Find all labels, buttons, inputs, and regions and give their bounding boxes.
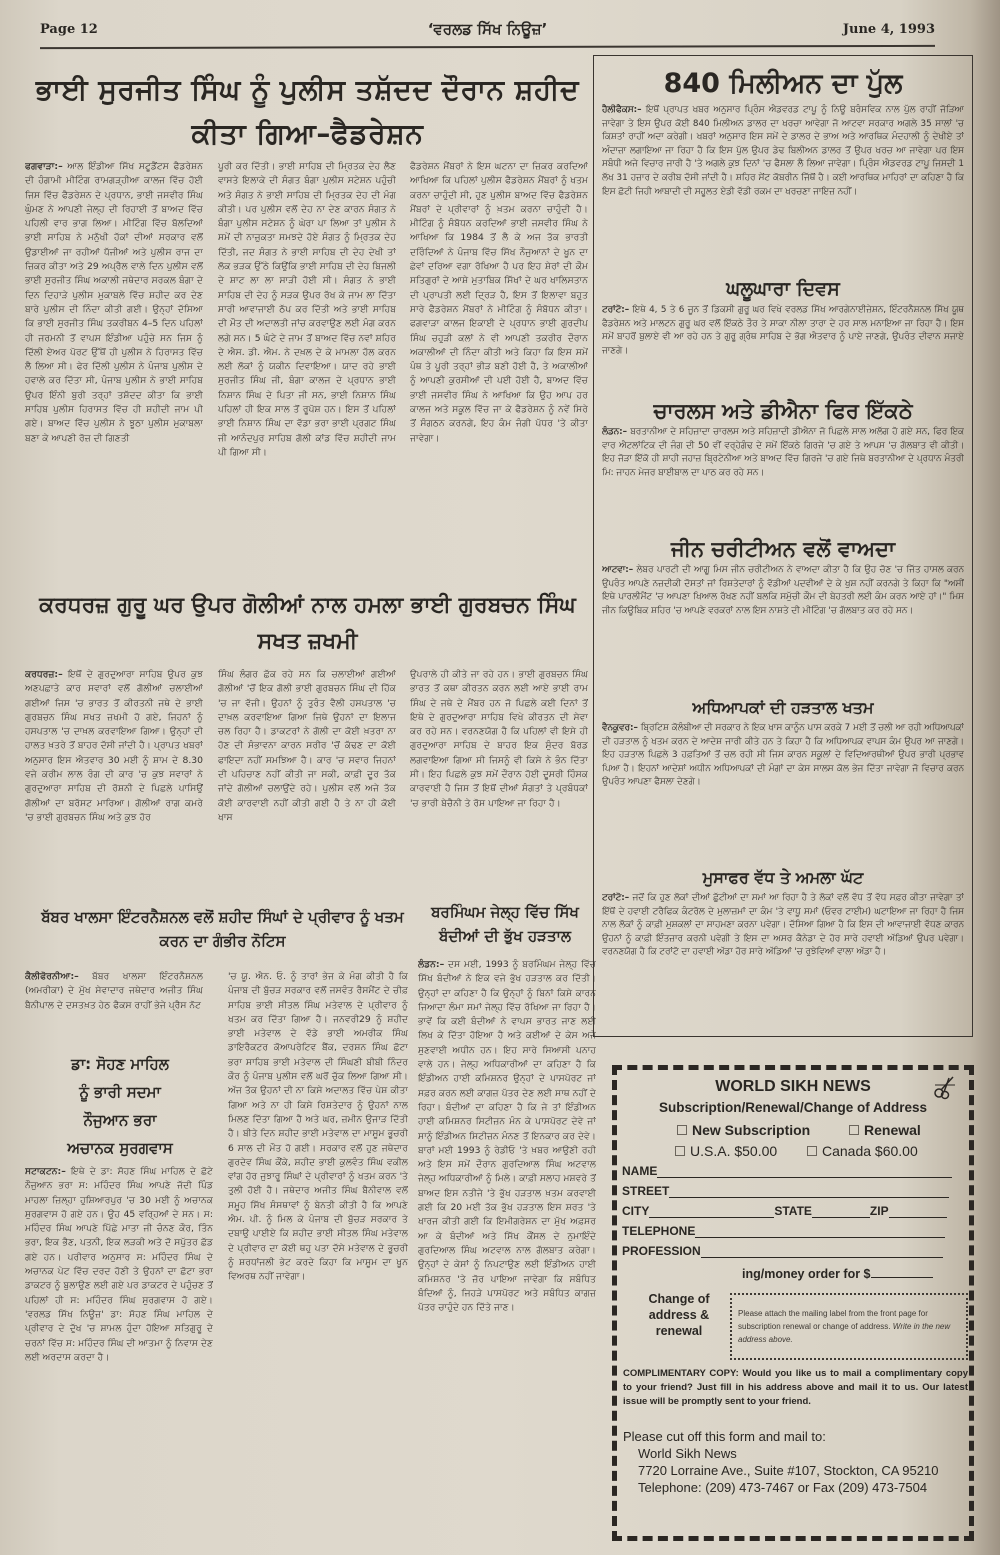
brief-teachers-strike: ਅਧਿਆਪਕਾਂ ਦੀ ਹੜਤਾਲ ਖਤਮ ਵੈਨਕੂਵਰ:– ਬ੍ਰਿਟਿਸ਼ ਕੋਲੰਬੀਆ ਦੀ ਸਰਕਾਰ ਨੇ ਇਕ ਖਾਸ ਕਾਨੂੰਨ ਪਾਸ ਕਰਕੇ 7 ਮਈ ਤੋਂ ਚਲੀ ਆ ਰਹੀ ਅਧਿਆਪਕਾਂ ਦੀ ਹੜਤਾਲ ਨੂੰ ਖਤਮ ਕਰਨ ਦੇ ਆਦੇਸ਼ ਜਾਰੀ ਕੀਤੇ ਹਨ ਤੇ ਕਿਹਾ ਹੈ ਕਿ ਅਧਿਆਪਕ ਵਾਪਸ ਕੰਮ ਉਪਰ ਆ ਜਾਣਗੇ। ਇਹ ਹੜਤਾਲ ਪਿਛਲੇ 3 ਹਫ਼ਤਿਆਂ ਤੋਂ ਚਲ ਰਹੀ ਸੀ ਜਿਸ ਕਾਰਨ ਸਕੂਲਾਂ ਦੇ ਵਿਦਿਆਰਥੀਆਂ ਉਪਰ ਭਾਰੀ ਪ੍ਰਭਾਵ ਪਿਆ ਹੈ। ਇਹਨਾਂ ਆਦੇਸ਼ਾਂ ਅਧੀਨ ਅਧਿਆਪਕਾਂ ਦੀ ਮੰਗਾਂ ਦਾ ਕੇਸ ਸਾਲਸ ਕੋਲ ਭੇਜ ਦਿੱਤਾ ਜਾਵੇਗਾ ਜੋ ਵਿਚਾਰ ਕਰਨ ਉਪਰੰਤ ਆਪਣਾ ਫੈਸਲਾ ਦੇਣਗੇ। [602,698,964,788]
usa-checkbox[interactable] [675,1146,685,1156]
coupon-subtitle: Subscription/Renewal/Change of Address [658,1100,928,1115]
issue-date: June 4, 1993 [842,22,935,37]
new-subscription-option[interactable]: New Subscription [677,1122,810,1138]
main-article-col-1: ਫਗਵਾੜਾ:– ਆਲ ਇੰਡੀਆ ਸਿੱਖ ਸਟੂਡੈਂਟਸ ਫੈਡਰੇਸ਼ਨ ਦੀ ਹੰਗਾਮੀ ਮੀਟਿੰਗ ਰਾਮਗੜ੍ਹੀਆ ਕਾਲਜ ਵਿੱਚ ਹੋਈ ਜਿਸ ਵਿੱਚ ਫੈਡਰੇਸ਼ਨ ਦੇ ਪ੍ਰਧਾਨ, ਭਾਈ ਜਸਵੀਰ ਸਿੰਘ ਘੁੰਮਣ ਨੇ ਆਪਣੀ ਜੇਲ੍ਹ ਦੀ ਰਿਹਾਈ ਤੋਂ ਬਾਅਦ ਵਿੱਚ ਪਹਿਲੀ ਵਾਰ ਭਾਗ ਲਿਆ। ਮੀਟਿੰਗ ਵਿੱਚ ਬੋਲਦਿਆਂ ਭਾਈ ਸਾਹਿਬ ਨੇ ਮਨੁੱਖੀ ਹੱਕਾਂ ਦੀਆਂ ਸਰਕਾਰ ਵਲੋਂ ਉਡਾਈਆਂ ਜਾ ਰਹੀਆਂ ਧੱਜੀਆਂ ਅਤੇ ਪੁਲੀਸ ਰਾਜ ਦਾ ਜ਼ਿਕਰ ਕੀਤਾ ਅਤੇ 29 ਅਪ੍ਰੈਲ ਵਾਲੇ ਦਿਨ ਪੁਲੀਸ ਵਲੋਂ ਭਾਈ ਸੁਰਜੀਤ ਸਿੰਘ ਅਕਾਲੀ ਜਥੇਦਾਰ ਸਰਕਲ ਬੰਗਾ ਦੇ ਦਿਨ ਦਿਹਾੜੇ ਪੁਲੀਸ ਮੁਕਾਬਲੇ ਵਿੱਚ ਸ਼ਹੀਦ ਕਰ ਦੇਣ ਬਾਰੇ ਪੁਲੀਸ ਦੀ ਨਿੰਦਾ ਕੀਤੀ ਗਈ। ਉਨ੍ਹਾਂ ਦੱਸਿਆ ਕਿ ਭਾਈ ਸੁਰਜੀਤ ਸਿੰਘ ਤਕਰੀਬਨ 4–5 ਦਿਨ ਪਹਿਲਾਂ ਹੀ ਜਰਮਨੀ ਤੋਂ ਵਾਪਸ ਇੰਡੀਆ ਪਹੁੰਚੇ ਸਨ ਜਿਸ ਨੂੰ ਦਿੱਲੀ ਏਅਰ ਪੋਰਟ ਉੱਥੋਂ ਹੀ ਪੁਲੀਸ ਨੇ ਹਿਰਾਸਤ ਵਿੱਚ ਲੈ ਲਿਆ ਸੀ। ਫੇਰ ਦਿੱਲੀ ਪੁਲੀਸ ਨੇ ਪੰਜਾਬ ਪੁਲੀਸ ਦੇ ਹਵਾਲੇ ਕਰ ਦਿੱਤਾ ਸੀ, ਪੰਜਾਬ ਪੁਲੀਸ ਨੇ ਭਾਈ ਸਾਹਿਬ ਉਪਰ ਇੰਨੀ ਬੁਰੀ ਤਰ੍ਹਾਂ ਤਸ਼ੱਦਦ ਕੀਤਾ ਕਿ ਭਾਈ ਸਾਹਿਬ ਪੁਲੀਸ ਹਿਰਾਸਤ ਵਿੱਚ ਹੀ ਸ਼ਹੀਦੀ ਜਾਮ ਪੀ ਗਏ। ਬਾਅਦ ਵਿੱਚ ਪੁਲੀਸ ਨੇ ਝੂਠਾ ਪੁਲੀਸ ਮੁਕਾਬਲਾ ਬਣਾ ਕੇ ਆਪਣੀ ਰੋਜ਼ ਦੀ ਗਿਣਤੀ [25,161,203,444]
profession-field[interactable]: PROFESSION [622,1244,943,1258]
canada-checkbox[interactable] [807,1146,817,1156]
canada-price-option[interactable]: Canada $60.00 [807,1143,918,1159]
main-article-col-3: ਫੈਡਰੇਸ਼ਨ ਮੈਂਬਰਾਂ ਨੇ ਇਸ ਘਟਨਾ ਦਾ ਜ਼ਿਕਰ ਕਰਦਿਆਂ ਆਖਿਆ ਕਿ ਪਹਿਲਾਂ ਪੁਲੀਸ ਫੈਡਰੇਸ਼ਨ ਮੈਂਬਰਾਂ ਨੂੰ ਖਤਮ ਕਰਨਾ ਚਾਹੁੰਦੀ ਸੀ, ਹੁਣ ਪੁਲੀਸ ਬਾਅਦ ਵਿੱਚ ਫੈਡਰੇਸ਼ਨ ਮੈਂਬਰਾਂ ਦੇ ਪ੍ਰੀਵਾਰਾਂ ਨੂੰ ਖ਼ਤਮ ਕਰਨਾ ਚਾਹੁੰਦੀ ਹੈ। ਮੀਟਿੰਗ ਨੂੰ ਸੰਬੋਧਨ ਕਰਦਿਆਂ ਭਾਈ ਜਸਵੀਰ ਸਿੰਘ ਨੇ ਆਖਿਆ ਕਿ 1984 ਤੋਂ ਲੈ ਕੇ ਅਜ ਤੱਕ ਭਾਰਤੀ ਦਰਿੰਦਿਆਂ ਨੇ ਪੰਜਾਬ ਵਿੱਚ ਸਿੱਖ ਨੌਜੁਆਨਾਂ ਦੇ ਖੂਨ ਦਾ ਛੇਵਾਂ ਦਰਿਆ ਵਗਾ ਰੱਖਿਆ ਹੈ ਪਰ ਇਹ ਸ਼ੇਰਾਂ ਦੀ ਕੌਮ ਸਤਿਗੁਰਾਂ ਦੇ ਆਸ਼ੇ ਮੁਤਾਬਿਕ ਸਿੱਖਾਂ ਦੇ ਘਰ ਖਾਲਿਸਤਾਨ ਦੀ ਪ੍ਰਾਪਤੀ ਲਈ ਦ੍ਰਿੜ ਹੈ, ਇਸ ਤੋਂ ਇਲਾਵਾ ਬਹੁਤ ਸਾਰੇ ਫੈਡਰੇਸ਼ਨ ਮੈਂਬਰਾਂ ਨੇ ਮੀਟਿੰਗ ਨੂੰ ਸੰਬੋਧਨ ਕੀਤਾ। ਫਗਵਾੜਾ ਕਾਲਜ ਇਕਾਈ ਦੇ ਪ੍ਰਧਾਨ ਭਾਈ ਗੁਰਦੀਪ ਸਿੰਘ ਚਹੁੜੀ ਕਲਾਂ ਨੇ ਵੀ ਆਪਣੀ ਤਕਰੀਰ ਦੌਰਾਨ ਅਕਾਲੀਆਂ ਦੀ ਨਿੰਦਾ ਕੀਤੀ ਅਤੇ ਕਿਹਾ ਕਿ ਇਸ ਸਮੇਂ ਪੰਥ ਤੇ ਪੂਰੀ ਤਰ੍ਹਾਂ ਭੀੜ ਬਣੀ ਹੋਈ ਹੈ, ਤੇ ਅਕਾਲੀਆਂ ਨੂੰ ਆਪਣੀ ਕੁਰਸੀਆਂ ਦੀ ਪਈ ਹੋਈ ਹੈ, ਬਾਅਦ ਵਿੱਚ ਭਾਈ ਜਸਵੀਰ ਸਿੰਘ ਨੇ ਆਖਿਆ ਕਿ ਉਹ ਆਪ ਹਰ ਕਾਲਜ ਅਤੇ ਸਕੂਲ ਵਿੱਚ ਜਾ ਕੇ ਫੈਡਰੇਸ਼ਨ ਨੂੰ ਨਵੇਂ ਸਿਰੇ ਤੋਂ ਸੰਗਠਨ ਕਰਨਗੇ, ਇਹ ਕੰਮ ਜੰਗੀ ਪੱਧਰ 'ਤੇ ਕੀਤਾ ਜਾਵੇਗਾ। [410,161,588,444]
newspaper-name: ‘ਵਰਲਡ ਸਿੱਖ ਨਿਊਜ਼’ [427,20,548,38]
babbar-col-2: 'ਚ ਯੂ. ਐਨ. ਓ. ਨੂੰ ਤਾਰਾਂ ਭੇਜ ਕੇ ਮੰਗ ਕੀਤੀ ਹੈ ਕਿ ਪੰਜਾਬ ਦੀ ਬੁੱਚੜ ਸਰਕਾਰ ਵਲੋਂ ਜਸਵੰਤ ਰੈਸਮੈਂਟ ਦੇ ਚੀਫ਼ ਸਾਹਿਬ ਭਾਈ ਸੀਤਲ ਸਿੰਘ ਮਤੇਵਾਲ ਦੇ ਪ੍ਰੀਵਾਰ ਨੂੰ ਖਤਮ ਕਰ ਦਿੱਤਾ ਗਿਆ ਹੈ। ਜਨਵਰੀ29 ਨੂੰ ਸ਼ਹੀਦ ਭਾਈ ਮਤੇਵਾਲ ਦੇ ਵੱਡੇ ਭਾਈ ਅਮਰੀਕ ਸਿੰਘ ਡਾਇਰੈਕਟਰ ਕੋਆਪਰੇਟਿਵ ਬੈਂਕ, ਦਰਸ਼ਨ ਸਿੰਘ ਛੋਟਾ ਭਰਾ ਸਾਹਿਬ ਭਾਈ ਮਤੇਵਾਲ ਦੀ ਸਿੰਘਣੀ ਬੀਬੀ ਨਿੰਦਰ ਕੌਰ ਨੂੰ ਪੰਜਾਬ ਪੁਲੀਸ ਵਲੋਂ ਘਰੋਂ ਚੁੱਕ ਲਿਆ ਗਿਆ ਸੀ। ਅੱਜ ਤੱਕ ਉਹਨਾਂ ਦੀ ਨਾ ਕਿਸੇ ਅਦਾਲਤ ਵਿੱਚ ਪੇਸ਼ ਕੀਤਾ ਗਿਆ ਅਤੇ ਨਾ ਹੀ ਕਿਸੇ ਰਿਸ਼ਤੇਦਾਰ ਨੂੰ ਉਹਨਾਂ ਨਾਲ ਮਿਲਣ ਦਿੱਤਾ ਗਿਆ ਹੈ ਅਤੇ ਘਰ, ਜ਼ਮੀਨ ਉਜਾੜ ਦਿੱਤੀ ਹੈ। ਬੀਤੇ ਦਿਨ ਸ਼ਹੀਦ ਭਾਈ ਮਤੇਵਾਲ ਦਾ ਮਾਸੂਮ ਭੂਚਰੀ 6 ਸਾਲ ਦੀ ਮੌਤ ਹੋ ਗਈ। ਸਰਕਾਰ ਵਲੋਂ ਹੁਣ ਜਥੇਦਾਰ ਗੁਰਦੇਵ ਸਿੰਘ ਕੌਂਕੇ, ਸ਼ਹੀਦ ਭਾਈ ਕੁਲਵੰਤ ਸਿੰਘ ਵਕੀਲ ਵਾਂਗ ਹੋਰ ਜੁਝਾਰੂ ਸਿੰਘਾਂ ਦੇ ਪ੍ਰੀਵਾਰਾਂ ਨੂੰ ਖਤਮ ਕਰਨ 'ਤੇ ਤੁਲੀ ਹੋਈ ਹੈ। ਜਥੇਦਾਰ ਅਜੀਤ ਸਿੰਘ ਬੈਨੀਵਾਲ ਵਲੋਂ ਸਮੂਹ ਸਿੱਖ ਸੰਸਥਾਵਾਂ ਨੂੰ ਬੇਨਤੀ ਕੀਤੀ ਹੈ ਕਿ ਆਪਣੇ ਐਮ. ਪੀ. ਨੂੰ ਮਿਲ ਕੇ ਪੰਜਾਬ ਦੀ ਬੁੱਚੜ ਸਰਕਾਰ ਤੇ ਦਬਾਉ ਪਾਈਏ ਕਿ ਸ਼ਹੀਦ ਭਾਈ ਸੀਤਲ ਸਿੰਘ ਮਤੇਵਾਲ ਦੇ ਪ੍ਰੀਵਾਰ ਦਾ ਕੋਈ ਥਹੁ ਪਤਾ ਦੱਸੇ ਮਤੇਵਾਲ ਦੇ ਭੂਚਰੀ ਨੂੰ ਸ਼ਰਧਾਂਜਲੀ ਭੇਟ ਕਰਦੇ ਕਿਹਾ ਕਿ ਮਾਸੂਮ ਦਾ ਖੂਨ ਵਿਅਰਥ ਨਹੀਂ ਜਾਵੇਗਾ। [228,971,408,1283]
brief-air-traffic: ਮੁਸਾਫਰ ਵੱਧ ਤੇ ਅਮਲਾ ਘੱਟ ਟਰਾਂਟੋ:– ਜਦੋਂ ਕਿ ਹੁਣ ਲੋਕਾਂ ਦੀਆਂ ਛੁੱਟੀਆਂ ਦਾ ਸਮਾਂ ਆ ਰਿਹਾ ਹੈ ਤੇ ਲੋਕਾਂ ਵਲੋਂ ਵੱਧ ਤੋਂ ਵੱਧ ਸਫ਼ਰ ਕੀਤਾ ਜਾਵੇਗਾ ਤਾਂ ਇੱਥੋਂ ਦੇ ਹਵਾਈ ਟਰੈਫਿਕ ਕੰਟਰੋਲ ਦੇ ਮੁਲਾਜ਼ਮਾਂ ਦਾ ਕੰਮ 'ਤੇ ਵਾਧੂ ਸਮਾਂ (ਓਵਰ ਟਾਈਮ) ਘਟਾਇਆ ਜਾ ਰਿਹਾ ਹੈ ਜਿਸ ਨਾਲ ਲੋਕਾਂ ਨੂੰ ਕਾਫ਼ੀ ਮੁਸ਼ਕਲਾਂ ਦਾ ਸਾਹਮਣਾ ਕਰਨਾ ਪਵੇਗਾ। ਦੱਸਿਆ ਗਿਆ ਹੈ ਕਿ ਇਸ ਦੀ ਆਵਾਜਾਈ ਵੱਧਣ ਕਾਰਨ ਉਹਨਾਂ ਨੂੰ ਕਾਫ਼ੀ ਇੰਤਜ਼ਾਰ ਕਰਨੀ ਪਵੇਗੀ ਤੇ ਇਸ ਦਾ ਅਸਰ ਕੈਨੇਡਾ ਦੇ ਹੋਰ ਸਾਰੇ ਹਵਾਈ ਅੱਡਿਆਂ ਉਪਰ ਪਵੇਗਾ। ਵਰਨਣਯੋਗ ਹੈ ਕਿ ਟਰਾਂਟੋ ਦਾ ਹਵਾਈ ਅੱਡਾ ਹੋਰ ਸਾਰੇ ਅੱਡਿਆਂ 'ਚ ਰੁਝੇਵਿਆਂ ਵਾਲਾ ਅੱਡਾ ਹੈ। [602,868,964,958]
news-briefs-box [593,55,973,1037]
birmingham-body: ਲੰਡਨ:– ਦਸ ਮਈ, 1993 ਨੂੰ ਬਰਮਿੰਘਮ ਜੇਲ੍ਹ ਵਿੱਚ ਸਿੱਖ ਬੰਦੀਆਂ ਨੇ ਇਕ ਵਜੇ ਭੁੱਖ ਹੜਤਾਲ ਕਰ ਦਿੱਤੀ। ਉਨ੍ਹਾਂ ਦਾ ਕਹਿਣਾ ਹੈ ਕਿ ਉਨ੍ਹਾਂ ਨੂੰ ਬਿਨਾਂ ਕਿਸੇ ਕਾਰਨ ਜਿਆਦਾ ਲੰਮਾ ਸਮਾਂ ਜੇਲ੍ਹ ਵਿੱਚ ਰੱਖਿਆ ਜਾ ਰਿਹਾ ਹੈ। ਭਾਵੇਂ ਕਿ ਕਈ ਬੰਦੀਆਂ ਨੇ ਵਾਪਸ ਭਾਰਤ ਜਾਣ ਲਈ ਲਿਖ ਕੇ ਦਿੱਤਾ ਹੋਇਆ ਹੈ ਅਤੇ ਕਈਆਂ ਦੇ ਕੇਸ ਅਜੇ ਸੁਣਵਾਈ ਅਧੀਨ ਹਨ। ਇਹ ਸਾਰੇ ਸਿਆਸੀ ਪਨਾਹ ਵਾਲੇ ਹਨ। ਜੇਲ੍ਹ ਅਧਿਕਾਰੀਆਂ ਦਾ ਕਹਿਣਾ ਹੈ ਕਿ ਇੰਡੀਅਨ ਹਾਈ ਕਮਿਸ਼ਨਰ ਉਨ੍ਹਾਂ ਦੇ ਪਾਸਪੋਰਟ ਜਾਂ ਸਫ਼ਰ ਕਰਨ ਲਈ ਕਾਗਜ਼ ਪੱਤਰ ਦੇਣ ਲਈ ਸਾਥ ਨਹੀਂ ਦੇ ਰਿਹਾ। ਬੰਦੀਆਂ ਦਾ ਕਹਿਣਾ ਹੈ ਕਿ ਜੇ ਤਾਂ ਇੰਡੀਅਨ ਹਾਈ ਕਮਿਸ਼ਨਰ ਸਿਟੀਜ਼ਨ ਮੰਨ ਕੇ ਪਾਸਪੋਰਟ ਦੇਵੇ ਜਾਂ ਸਾਨੂੰ ਇੰਡੀਅਨ ਸਿਟੀਜ਼ਨ ਮੰਨਣ ਤੋਂ ਇਨਕਾਰ ਕਰ ਦੇਵੇ। ਬਾਰਾਂ ਮਈ 1993 ਨੂੰ ਰੇਡੀਓ 'ਤੇ ਖ਼ਬਰ ਆਉਣੀ ਰਹੀ ਅਤੇ ਇਸ ਸਮੇਂ ਦੌਰਾਨ ਗੁਰਦਿਆਲ ਸਿੰਘ ਅਟਵਾਲ ਜੇਲ੍ਹ ਅਧਿਕਾਰੀਆਂ ਨੂੰ ਮਿਲੇ। ਕਾਫ਼ੀ ਸਲਾਹ ਮਸ਼ਵਰੇ ਤੋਂ ਬਾਅਦ ਇਸ ਨਤੀਜੇ 'ਤੇ ਭੁੱਖ ਹੜਤਾਲ ਖ਼ਤਮ ਕਰਵਾਈ ਗਈ ਕਿ 20 ਮਈ ਤੱਕ ਭੁੱਖ ਹੜਤਾਲ ਇਸ ਸ਼ਰਤ 'ਤੇ ਖਾਰਜ ਕੀਤੀ ਗਈ ਕਿ ਇਮੀਗਰੇਸ਼ਨ ਦਾ ਮੁੱਖ ਅਫ਼ਸਰ ਆ ਕੇ ਬੰਦੀਆਂ ਅਤੇ ਸਿੱਖ ਕੌਂਸਲ ਦੇ ਨੁਮਾਇੰਦੇ ਗੁਰਦਿਆਲ ਸਿੰਘ ਅਟਵਾਲ ਨਾਲ ਗੱਲਬਾਤ ਕਰੇਗਾ। ਉਨ੍ਹਾਂ ਦੇ ਕੇਸਾਂ ਨੂੰ ਨਿਪਟਾਉਣ ਲਈ ਇੰਡੀਅਨ ਹਾਈ ਕਮਿਸ਼ਨਰ 'ਤੇ ਜ਼ੋਰ ਪਾਇਆ ਜਾਵੇਗਾ ਕਿ ਸਬੰਧਿਤ ਬੰਦਿਆਂ ਨੂੰ, ਜਿਹੜੇ ਪਾਸਪੋਰਟ ਅਤੇ ਸਬੰਧਿਤ ਕਾਗਜ਼ ਪੱਤਰ ਚਾਹੁੰਦੇ ਹਨ ਦਿੱਤੇ ਜਾਣ। [418,959,596,1314]
coupon-title: WORLD SIKH NEWS [715,1078,871,1095]
dateline: ਫਗਵਾੜਾ:– [25,161,63,172]
subscription-coupon [612,1065,974,1541]
mailing-instructions: Please cut off this form and mail to: World Sikh News 7720 Lorraine Ave., Suite #107, Stockton, CA 95210 Telephone: (209) 473-7467 or Fax (209) 473-7504 [623,1429,939,1495]
telephone-field[interactable]: TELEPHONE [622,1224,945,1238]
change-of-address-label: Change of address & renewal [648,1292,710,1338]
brief-jean-chretien: ਜੀਨ ਚਰੀਟੀਅਨ ਵਲੋਂ ਵਾਅਦਾ ਆਟਵਾ:– ਲੇਬਰ ਪਾਰਟੀ ਦੀ ਆਗੂ ਮਿਸ ਜੀਨ ਚਰੀਟੀਅਨ ਨੇ ਵਾਅਦਾ ਕੀਤਾ ਹੈ ਕਿ ਉਹ ਚੋਣ 'ਚ ਜਿੱਤ ਹਾਸਲ ਕਰਨ ਉਪਰੰਤ ਆਪਣੇ ਨਜ਼ਦੀਕੀ ਦੋਸਤਾਂ ਜਾਂ ਰਿਸ਼ਤੇਦਾਰਾਂ ਨੂੰ ਵੱਡੀਆਂ ਪਦਵੀਆਂ ਦੇ ਕੇ ਖੁਸ਼ ਨਹੀਂ ਕਰਨਗੇ ਤੇ ਕਿਹਾ ਕਿ "ਅਸੀਂ ਇਥੇ ਪਾਰਲੀਮੈਂਟ 'ਚ ਆਪਣਾ ਖਿਆਲ ਰੱਖਣ ਨਹੀਂ ਬਲਕਿ ਸਮੁੱਚੀ ਕੌਮ ਦੀ ਬੇਹਤਰੀ ਲਈ ਕੰਮ ਕਰਨ ਆਏ ਹਾਂ।" ਮਿਸ ਜੀਨ ਕਿਊਬਿਕ ਸ਼ਹਿਰ 'ਚ ਆਪਣੇ ਵਰਕਰਾਂ ਨਾਲ ਇਸ ਨਾਸ਼ਤੇ ਦੀ ਮੀਟਿੰਗ 'ਚ ਗੱਲਬਾਤ ਕਰ ਰਹੇ ਸਨ। [602,537,964,616]
usa-price-option[interactable]: U.S.A. $50.00 [675,1143,777,1159]
obituary-body: ਸਟਾਕਟਨ:– ਇਥੇ ਦੇ ਡਾ: ਸੋਹਣ ਸਿੰਘ ਮਾਹਿਲ ਦੇ ਛੋਟੇ ਨੌਜੁਆਨ ਭਰਾ ਸ: ਮਹਿੰਦਰ ਸਿੰਘ ਆਪਣੇ ਜੱਦੀ ਪਿੰਡ ਮਾਹਲਾ ਜ਼ਿਲ੍ਹਾ ਹੁਸ਼ਿਆਰਪੁਰ 'ਚ 30 ਮਈ ਨੂੰ ਅਚਾਨਕ ਸੁਰਗਵਾਸ ਹੋ ਗਏ ਹਨ। ਉਹ 45 ਵਰ੍ਹਿਆਂ ਦੇ ਸਨ। ਸ: ਮਹਿੰਦਰ ਸਿੰਘ ਆਪਣੇ ਪਿੱਛੇ ਮਾਤਾ ਜੀ ਚੰਨਣ ਕੌਰ, ਤਿੰਨ ਭਰਾ, ਇਕ ਭੈਣ, ਪਤਨੀ, ਇਕ ਲੜਕੀ ਅਤੇ ਦੋ ਸਪੁੱਤਰ ਛੱਡ ਗਏ ਹਨ। ਪਰੀਵਾਰ ਅਨੁਸਾਰ ਸ: ਮਹਿੰਦਰ ਸਿੰਘ ਦੇ ਅਚਾਨਕ ਪੇਟ ਵਿੱਚ ਦਰਦ ਹੋਣੀ ਤੇ ਉਹਨਾਂ ਦਾ ਛੋਟਾ ਭਰਾ ਡਾਕਟਰ ਨੂੰ ਬੁਲਾਉਣ ਲਈ ਗਏ ਪਰ ਡਾਕਟਰ ਦੇ ਪਹੁੰਚਣ ਤੋਂ ਪਹਿਲਾਂ ਹੀ ਸ: ਮਹਿੰਦਰ ਸਿੰਘ ਸੁਰਗਵਾਸ ਹੋ ਗਏ। 'ਵਰਲਡ ਸਿੱਖ ਨਿਊਜ਼' ਡਾ: ਸੋਹਣ ਸਿੰਘ ਮਾਹਿਲ ਦੇ ਪ੍ਰੀਵਾਰ ਦੇ ਦੁੱਖ 'ਚ ਸ਼ਾਮਲ ਹੁੰਦਾ ਹੋਇਆ ਸਤਿਗੁਰੂ ਦੇ ਚਰਨਾਂ ਵਿੱਚ ਸ: ਮਹਿੰਦਰ ਸਿੰਘ ਦੀ ਆਤਮਾ ਨੂੰ ਨਿਵਾਸ ਦੇਣ ਲਈ ਅਰਦਾਸ ਕਰਦਾ ਹੈ। [25,1166,213,1363]
renewal-checkbox[interactable] [849,1125,859,1135]
money-order-line[interactable]: ing/money order for $ [742,1266,933,1281]
babbar-col-1: ਕੈਲੀਫੋਰਨੀਆ:– ਬੱਬਰ ਖਾਲਸਾ ਇੰਟਰਨੈਸ਼ਨਲ (ਅਮਰੀਕਾ) ਦੇ ਮੁੱਖ ਸੇਵਾਦਾਰ ਜਥੇਦਾਰ ਅਜੀਤ ਸਿੰਘ ਬੈਨੀਪਾਲ ਦੇ ਦਸਤਖ਼ਤ ਹੇਠ ਫੈਕਸ ਰਾਹੀਂ ਭੇਜੇ ਪ੍ਰੈਸ ਨੋਟ [25,971,203,1011]
kardharj-headline: ਕਰਧਰਜ਼ ਗੁਰੂ ਘਰ ਉਪਰ ਗੋਲੀਆਂ ਨਾਲ ਹਮਲਾ ਭਾਈ ਗੁਰਬਚਨ ਸਿੰਘ ਸਖਤ ਜ਼ਖਮੀ [39,593,576,654]
masthead [40,22,935,44]
org-name: World Sikh News [638,1446,737,1461]
main-article-col-2: ਪੂਰੀ ਕਰ ਦਿੱਤੀ। ਭਾਈ ਸਾਹਿਬ ਦੀ ਮ੍ਰਿਤਕ ਦੇਹ ਲੈਣ ਵਾਸਤੇ ਇਲਾਕੇ ਦੀ ਸੰਗਤ ਬੰਗਾ ਪੁਲੀਸ ਸਟੇਸ਼ਨ ਪਹੁੰਚੀ ਅਤੇ ਸੰਗਤ ਨੇ ਭਾਈ ਸਾਹਿਬ ਦੀ ਮ੍ਰਿਤਕ ਦੇਹ ਦੀ ਮੰਗ ਕੀਤੀ। ਪਰ ਪੁਲੀਸ ਵਲੋਂ ਦੇਹ ਨਾ ਦੇਣ ਕਾਰਨ ਸੰਗਤ ਨੇ ਬੰਗਾ ਪੁਲੀਸ ਸਟੇਸ਼ਨ ਨੂੰ ਘੇਰਾ ਪਾ ਲਿਆ ਤਾਂ ਪੁਲੀਸ ਨੇ ਸਮੇਂ ਦੀ ਨਾਜ਼ੁਕਤਾ ਸਮਝਦੇ ਹੋਏ ਸੰਗਤ ਨੂੰ ਮ੍ਰਿਤਕ ਦੇਹ ਦਿੱਤੀ, ਜਦ ਸੰਗਤ ਨੇ ਭਾਈ ਸਾਹਿਬ ਦੀ ਦੇਹ ਦੇਖੀ ਤਾਂ ਲੋਕ ਭੜਕ ਉੱਠੇ ਕਿਉਂਕਿ ਭਾਈ ਸਾਹਿਬ ਦੀ ਦੇਹ ਬਿਜਲੀ ਦੇ ਸ਼ਾਟ ਲਾ ਲਾ ਸਾੜੀ ਹੋਈ ਸੀ। ਸੰਗਤ ਨੇ ਭਾਈ ਸਾਹਿਬ ਦੀ ਦੇਹ ਨੂੰ ਸੜਕ ਉਪਰ ਰੱਖ ਕੇ ਜਾਮ ਲਾ ਦਿੱਤਾ ਸਾਰੀ ਆਵਾਜਾਈ ਠੱਪ ਕਰ ਦਿੱਤੀ ਅਤੇ ਭਾਈ ਸਾਹਿਬ ਦੀ ਮੌਤ ਦੀ ਅਦਾਲਤੀ ਜਾਂਚ ਕਰਵਾਉਣ ਲਈ ਮੰਗ ਕਰਨ ਲਗੇ ਸਨ। 5 ਘੰਟੇ ਦੇ ਜਾਮ ਤੋਂ ਬਾਅਦ ਵਿੱਚ ਨਵਾਂ ਸ਼ਹਿਰ ਦੇ ਐਸ. ਡੀ. ਐਮ. ਨੇ ਦਖ਼ਲ ਦੇ ਕੇ ਮਾਮਲਾ ਹੱਲ ਕਰਨ ਲਈ ਲੋਕਾਂ ਨੂੰ ਯਕੀਨ ਦਿਵਾਇਆ। ਯਾਦ ਰਹੇ ਭਾਈ ਸੁਰਜੀਤ ਸਿੰਘ ਜੀ, ਬੰਗਾ ਕਾਲਜ ਦੇ ਪ੍ਰਧਾਨ ਭਾਈ ਨਿਸ਼ਾਨ ਸਿੰਘ ਦੇ ਪਿਤਾ ਜੀ ਸਨ, ਭਾਈ ਨਿਸ਼ਾਨ ਸਿੰਘ ਪਹਿਲਾਂ ਹੀ ਇਕ ਸਾਲ ਤੋਂ ਰੂਪੋਸ਼ ਹਨ। ਇਸ ਤੋਂ ਪਹਿਲਾਂ ਭਾਈ ਨਿਸ਼ਾਨ ਸਿੰਘ ਦਾ ਵੱਡਾ ਭਰਾ ਭਾਈ ਪ੍ਰਗਟ ਸਿੰਘ ਜੀ ਆਨੰਦਪੁਰ ਸਾਹਿਬ ਗੋਲੀ ਕਾਂਡ ਵਿੱਚ ਸ਼ਹੀਦੀ ਜਾਮ ਪੀ ਗਿਆ ਸੀ। [218,161,396,458]
city-state-zip-field[interactable]: CITY STATE ZIP [622,1204,947,1218]
zip-input[interactable] [889,1206,947,1218]
brief-bridge: 840 ਮਿਲੀਅਨ ਦਾ ਪੁੱਲ ਹੈਲੀਫੈਕਸ:– ਇਥੋਂ ਪ੍ਰਾਪਤ ਖਬਰ ਅਨੁਸਾਰ ਪ੍ਰਿੰਸ ਐਡਵਰਡ ਟਾਪੂ ਨੂੰ ਨਿਊ ਬਰੰਸਵਿਕ ਨਾਲ ਪੁੱਲ ਰਾਹੀਂ ਜੋੜਿਆ ਜਾਵੇਗਾ ਤੇ ਇਸ ਉਪਰ ਕੋਈ 840 ਮਿਲੀਅਨ ਡਾਲਰ ਦਾ ਖਰਚਾ ਆਵੇਗਾ ਜੋ ਆਟਵਾ ਸਰਕਾਰ ਅਗਲੇ 35 ਸਾਲਾਂ 'ਚ ਕਿਸ਼ਤਾਂ ਰਾਹੀਂ ਅਦਾ ਕਰੇਗੀ। ਖਬਰਾਂ ਅਨੁਸਾਰ ਇਸ ਸਮੇਂ ਦੇ ਡਾਲਰ ਦੇ ਭਾਅ ਅਤੇ ਆਰਥਿਕ ਮੰਦਹਾਲੀ ਨੂੰ ਦੇਖੀਏ ਤਾਂ ਅੰਦਾਜ਼ਾ ਲਗਾਇਆ ਜਾ ਰਿਹਾ ਹੈ ਕਿ ਇਸ ਪੁੱਲ ਉਪਰ ਡੇਢ ਬਿਲੀਅਨ ਡਾਲਰ ਤੋਂ ਉਪਰ ਖਰਚ ਆ ਜਾਵੇਗਾ ਪਰ ਇਸ ਸਬੰਧੀ ਅਜੇ ਵਿਚਾਰ ਜਾਰੀ ਹੈ 'ਤੇ ਅਗਲੇ ਕੁਝ ਦਿਨਾਂ 'ਚ ਫੈਸਲਾ ਲੈ ਲਿਆ ਜਾਵੇਗਾ। ਪ੍ਰਿੰਸ ਐਡਵਰਡ ਟਾਪੂ ਜਿਸਦੀ 1 ਲੱਖ 31 ਹਜ਼ਾਰ ਦੇ ਕਰੀਬ ਦੱਸੀ ਜਾਂਦੀ ਹੈ। ਸ਼ਹਿਰ ਸੇਂਟ ਕੋਬਰੀਨ ਜਿੱਥੋਂ ਹੈ। ਕਈ ਆਰਥਿਕ ਮਾਹਿਰਾਂ ਦਾ ਕਹਿਣਾ ਹੈ ਕਿ ਇਸ ਛੋਟੀ ਜਿਹੀ ਆਬਾਦੀ ਦੀ ਸਹੂਲਤ ਏਡੀ ਵੱਡੀ ਰਕਮ ਦਾ ਖਰਚਣਾ ਜਾਇਜ਼ ਨਹੀਂ। [602,68,964,197]
new-subscription-checkbox[interactable] [677,1125,687,1135]
contact-phone: Telephone: (209) 473-7467 or Fax (209) 473-7504 [638,1480,928,1495]
city-input[interactable] [649,1206,774,1218]
kardharj-col-2: ਸਿੰਘ ਲੰਗਰ ਛੱਕ ਰਹੇ ਸਨ ਕਿ ਚਲਾਈਆਂ ਗਈਆਂ ਗੋਲੀਆਂ 'ਚੋਂ ਇਕ ਗੋਲੀ ਭਾਈ ਗੁਰਬਚਨ ਸਿੰਘ ਦੀ ਹਿੱਕ 'ਚ ਜਾ ਵੱਜੀ। ਉਹਨਾਂ ਨੂੰ ਤੁਰੰਤ ਵੈਲੀ ਹਸਪਤਾਲ 'ਚ ਦਾਖ਼ਲ ਕਰਵਾਇਆ ਗਿਆ ਜਿਥੇ ਉਹਨਾਂ ਦਾ ਇਲਾਜ ਚਲ ਰਿਹਾ ਹੈ। ਡਾਕਟਰਾਂ ਨੇ ਗੋਲੀ ਦਾ ਕੋਈ ਖ਼ਤਰਾ ਨਾ ਹੋਣ ਦੀ ਸੰਭਾਵਨਾ ਕਾਰਨ ਸਰੀਰ 'ਚੋਂ ਕੱਢਣ ਦਾ ਕੋਈ ਫਾਇਦਾ ਨਹੀਂ ਸਮਝਿਆ ਹੈ। ਕਾਰ 'ਚ ਸਵਾਰ ਜਿਹਨਾਂ ਦੀ ਪਹਿਚਾਣ ਨਹੀਂ ਕੀਤੀ ਜਾ ਸਕੀ, ਕਾਫ਼ੀ ਦੂਰ ਤੱਕ ਜਾਂਦੇ ਗੋਲੀਆਂ ਚਲਾਉਂਦੇ ਰਹੇ। ਪੁਲੀਸ ਵਲੋਂ ਅਜੇ ਤੱਕ ਕੋਈ ਕਾਰਵਾਈ ਨਹੀਂ ਕੀਤੀ ਗਈ ਹੈ ਤੇ ਨਾ ਹੀ ਕੋਈ ਖਾਸ [218,669,396,823]
kardharj-col-3: ਉਪਰਾਲੇ ਹੀ ਕੀਤੇ ਜਾ ਰਹੇ ਹਨ। ਭਾਈ ਗੁਰਬਚਨ ਸਿੰਘ ਭਾਰਤ ਤੋਂ ਕਥਾ ਕੀਰਤਨ ਕਰਨ ਲਈ ਆਏ ਭਾਈ ਰਾਮ ਸਿੰਘ ਦੇ ਜਥੇ ਦੇ ਮੈਂਬਰ ਹਨ ਜੋ ਪਿਛਲੇ ਕਈ ਦਿਨਾਂ ਤੋਂ ਇਥੇ ਦੇ ਗੁਰਦੁਆਰਾ ਸਾਹਿਬ ਵਿਖੇ ਕੀਰਤਨ ਦੀ ਸੇਵਾ ਕਰ ਰਹੇ ਸਨ। ਵਰਨਣਯੋਗ ਹੈ ਕਿ ਪਹਿਲਾਂ ਵੀ ਇਸੇ ਹੀ ਗੁਰਦੁਆਰਾ ਸਾਹਿਬ ਦੇ ਬਾਹਰ ਇਕ ਸੁੰਦਰ ਬੋਰਡ ਲਗਵਾਇਆ ਗਿਆ ਸੀ ਜਿਸਨੂੰ ਵੀ ਕਿਸੇ ਨੇ ਭੰਨ ਦਿੱਤਾ ਸੀ। ਇਹ ਪਿਛਲੇ ਕੁਝ ਸਮੇਂ ਦੌਰਾਨ ਹੋਈ ਦੂਸਰੀ ਹਿੰਸਕ ਕਾਰਵਾਈ ਹੈ ਜਿਸ ਤੋਂ ਇਥੋਂ ਦੀਆਂ ਸੰਗਤਾਂ ਤੇ ਪ੍ਰਬੰਧਕਾਂ 'ਚ ਭਾਰੀ ਬੇਚੈਨੀ ਤੇ ਰੋਸ ਪਾਇਆ ਜਾ ਰਿਹਾ ਹੈ। [410,669,588,809]
name-field[interactable]: NAME [622,1164,952,1178]
masthead-rule [40,45,935,49]
kardharj-col-1: ਕਰਧਰਜ਼:– ਇਥੋਂ ਦੇ ਗੁਰਦੁਆਰਾ ਸਾਹਿਬ ਉਪਰ ਕੁਝ ਅਣਪਛਾਤੇ ਕਾਰ ਸਵਾਰਾਂ ਵਲੋਂ ਗੋਲੀਆਂ ਚਲਾਈਆਂ ਗਈਆਂ ਜਿਸ 'ਚ ਭਾਰਤ ਤੋਂ ਕੀਰਤਨੀ ਜਥੇ ਦੇ ਭਾਈ ਗੁਰਬਚਨ ਸਿੰਘ ਸਖਤ ਜ਼ਖਮੀ ਹੋ ਗਏ, ਜਿਹਨਾਂ ਨੂੰ ਹਸਪਤਾਲ 'ਚ ਦਾਖ਼ਲ ਕਰਵਾਇਆ ਗਿਆ। ਉਨ੍ਹਾਂ ਦੀ ਹਾਲਤ ਖ਼ਤਰੇ ਤੋਂ ਬਾਹਰ ਦੱਸੀ ਜਾਂਦੀ ਹੈ। ਪ੍ਰਾਪਤ ਖਬਰਾਂ ਅਨੁਸਾਰ ਇਸ ਐਤਵਾਰ 30 ਮਈ ਨੂੰ ਸ਼ਾਮ ਦੇ 8.30 ਵਜੇ ਕਰੀਮ ਲਾਲ ਰੰਗ ਦੀ ਕਾਰ 'ਚ ਕੁਝ ਸਵਾਰਾਂ ਨੇ ਗੁਰਦੁਆਰਾ ਸਾਹਿਬ ਦੀ ਰੋਸ਼ਨੀ ਦੇ ਪਿਛਲੇ ਪਾਸਿਉਂ ਗੋਲੀਆਂ ਦਾ ਬਰੱਸਟ ਮਾਰਿਆ। ਗੋਲੀਆਂ ਰਾਗ ਕਮਰੇ 'ਚ ਭਾਈ ਗੁਰਬਚਨ ਸਿੰਘ ਅਤੇ ਕੁਝ ਹੋਰ [25,669,203,823]
street-field[interactable]: STREET [622,1184,949,1198]
mailing-label-box: Please attach the mailing label from the front page for subscription renewal or change of address. Write in the new address above. [730,1293,968,1360]
brief-charles-diana: ਚਾਰਲਸ ਅਤੇ ਡੀਐਨਾ ਫਿਰ ਇੱਕਠੇ ਲੰਡਨ:– ਬਰਤਾਨੀਆ ਦੇ ਸਹਿਜ਼ਾਦਾ ਚਾਰਲਸ ਅਤੇ ਸਹਿਜ਼ਾਦੀ ਡੀਐਨਾ ਜੋ ਪਿਛਲੇ ਸਾਲ ਅਲੱਗ ਹੋ ਗਏ ਸਨ, ਫਿਰ ਇਕ ਵਾਰ ਐਟਲਾਂਟਿਕ ਦੀ ਜੰਗ ਦੀ 50 ਵੀਂ ਵਰ੍ਹੇਗੰਢ ਦੇ ਸਮੇਂ ਇੱਕਠੇ ਗਿਰਜੇ 'ਚ ਗਏ ਤੇ ਆਪਸ 'ਚ ਗੱਲਬਾਤ ਵੀ ਕੀਤੀ। ਇਹ ਜੋੜਾ ਇੱਕੋ ਹੀ ਸ਼ਾਹੀ ਜਹਾਜ਼ ਬ੍ਰਿਟੇਨੀਆ ਅਤੇ ਬਾਅਦ ਵਿੱਚ ਗਿਰਜੇ 'ਚ ਗਏ ਜਿਥੇ ਬਰਤਾਨੀਆ ਦੇ ਪ੍ਰਧਾਨ ਮੰਤਰੀ ਮਿ: ਜਾਹਨ ਮੇਜਰ ਬਾਈਬਾਲ ਦਾ ਪਾਠ ਕਰ ਰਹੇ ਸਨ। [602,399,964,478]
babbar-headline: ਬੱਬਰ ਖਾਲਸਾ ਇੰਟਰਨੈਸ਼ਨਲ ਵਲੋਂ ਸ਼ਹੀਦ ਸਿੰਘਾਂ ਦੇ ਪ੍ਰੀਵਾਰ ਨੂੰ ਖਤਮ ਕਰਨ ਦਾ ਗੰਭੀਰ ਨੋਟਿਸ [41,908,404,950]
brief-ghallughara: ਘਲੂਘਾਰਾ ਦਿਵਸ ਟਰਾਂਟੋ:– ਇਥੇ 4, 5 ਤੇ 6 ਜੂਨ ਤੋਂ ਡਿਕਸੀ ਗੁਰੂ ਘਰ ਵਿਖੇ ਵਰਲਡ ਸਿੱਖ ਆਰਗੇਨਾਈਜ਼ੇਸ਼ਨ, ਇੰਟਰਨੈਸ਼ਨਲ ਸਿੱਖ ਯੂਥ ਫੈਡਰੇਸ਼ਨ ਅਤੇ ਮਾਲਟਨ ਗੁਰੂ ਘਰ ਵਲੋਂ ਇੱਕਠੇ ਤੌਰ ਤੇ ਸਾਕਾ ਨੀਲਾ ਤਾਰਾ ਦੇ ਹਰ ਸਾਲ ਮਨਾਇਆ ਜਾ ਰਿਹਾ ਹੈ। ਇਸ ਸਮੇਂ ਬਾਹਰੋਂ ਬੁਲਾਏ ਵੀ ਆ ਰਹੇ ਹਨ ਤੇ ਗੁਰੂ ਗ੍ਰੰਥ ਸਾਹਿਬ ਦੇ ਭੋਗ ਐਤਵਾਰ ਨੂੰ ਪਾਏ ਜਾਣਗੇ, ਉਪਰੰਤ ਦੀਵਾਨ ਸਜਾਏ ਜਾਣਗੇ। [602,278,964,356]
state-input[interactable] [812,1206,870,1218]
birmingham-headline: ਬਰਮਿੰਘਮ ਜੇਲ੍ਹ ਵਿੱਚ ਸਿੱਖ ਬੰਦੀਆਂ ਦੀ ਭੁੱਖ ਹੜਤਾਲ [431,903,579,945]
obituary-headline: ਡਾ: ਸੋਹਣ ਮਾਹਿਲ ਨੂੰ ਭਾਰੀ ਸਦਮਾ ਨੌਜੁਆਨ ਭਰਾ ਅਚਾਨਕ ਸੁਰਗਵਾਸ [67,1055,173,1157]
renewal-option[interactable]: Renewal [849,1122,921,1138]
main-headline: ਭਾਈ ਸੁਰਜੀਤ ਸਿੰਘ ਨੂੰ ਪੁਲੀਸ ਤਸ਼ੱਦਦ ਦੌਰਾਨ ਸ਼ਹੀਦ ਕੀਤਾ ਗਿਆ–ਫੈਡਰੇਸ਼ਨ [35,73,580,150]
mailing-address: 7720 Lorraine Ave., Suite #107, Stockton, CA 95210 [638,1463,939,1478]
complimentary-copy-note: COMPLIMENTARY COPY: Would you like us to mail a complimentary copy to your friend? Just fill in his address above and mail it to us. Our latest issue will be promptly sent to your friend. [623,1368,968,1407]
page-number: Page 12 [40,22,98,37]
